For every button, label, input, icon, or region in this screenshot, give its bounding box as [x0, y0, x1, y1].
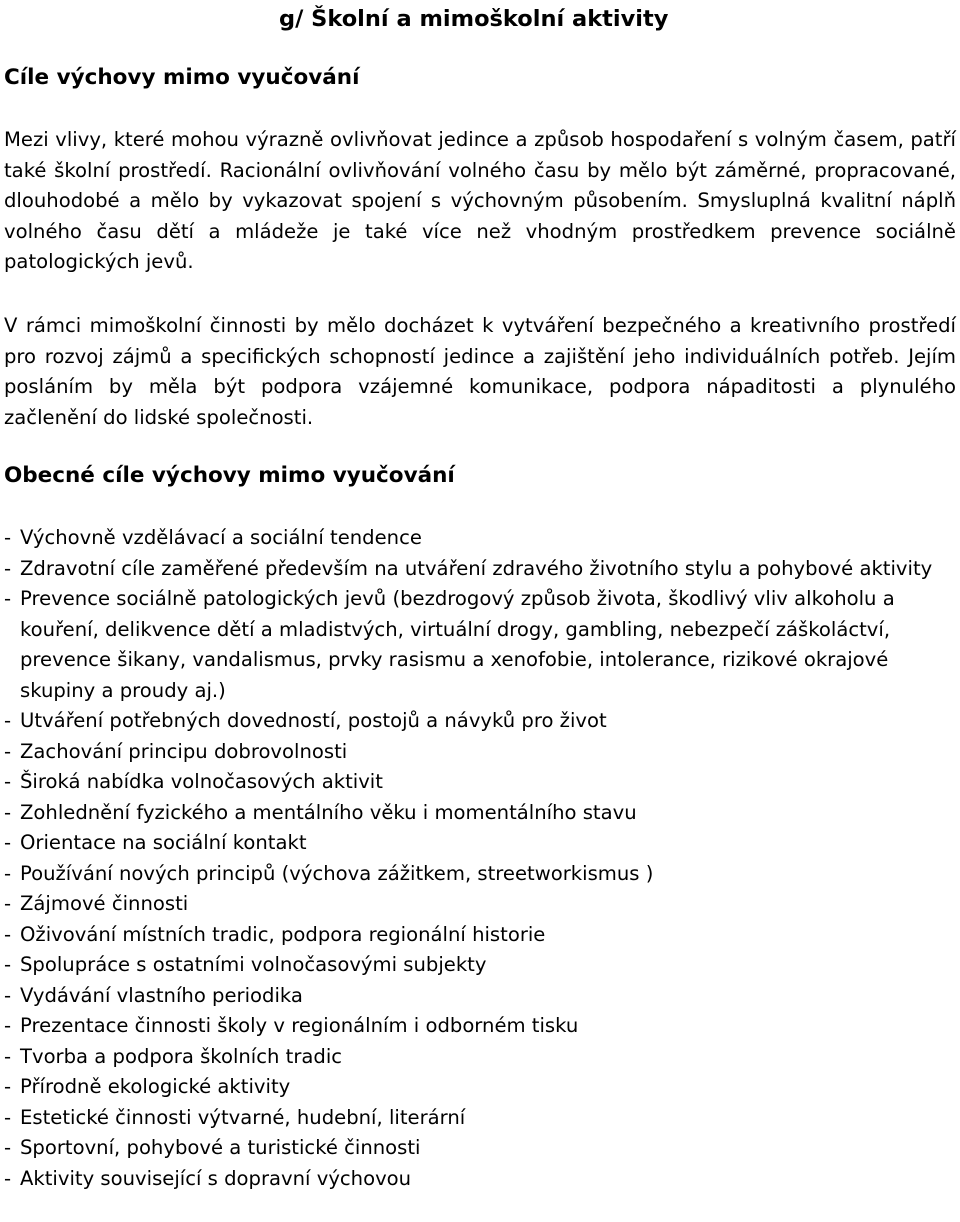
list-dash: -: [4, 1014, 12, 1037]
list-dash: -: [4, 831, 12, 854]
list-dash: -: [4, 1075, 12, 1098]
goal-list-item: [4, 1011, 956, 1042]
goal-list-item: [4, 828, 956, 859]
goal-list-item: [4, 859, 956, 890]
goal-text: Vydávání vlastního periodika: [20, 983, 303, 1007]
goal-text: Tvorba a podpora školních tradic: [20, 1044, 343, 1068]
list-dash: -: [4, 587, 12, 610]
list-dash: -: [4, 1166, 12, 1190]
goal-text: Zdravotní cíle zaměřené především na utváření zdravého životního stylu a pohybové aktivity: [20, 556, 933, 580]
goal-text: Prevence sociálně patologických jevů (bezdrogový způsob života, škodlivý vliv alkoholu a kouření, delikvence dětí a mladistvých, virtuální drogy, gambling, nebezpečí záškoláctví, prevence šikany, vandalismus, prvky rasismu a xenofobie, intolerance, rizikové okrajové skupiny a proudy aj.): [20, 587, 895, 702]
goal-list-item: [4, 920, 956, 951]
goal-text: Široká nabídka volnočasových aktivit: [20, 770, 383, 793]
goal-text: Orientace na sociální kontakt: [20, 831, 307, 854]
list-dash: -: [4, 892, 12, 915]
goal-text: Oživování místních tradic, podpora regionální historie: [20, 922, 546, 946]
goal-text: Přírodně ekologické aktivity: [20, 1075, 291, 1098]
goal-list-item: [4, 767, 956, 798]
goal-list-item: [4, 584, 956, 706]
goal-text: Zachování principu dobrovolnosti: [20, 739, 348, 763]
goal-list-item: [4, 1133, 956, 1164]
general-goals-list: [4, 523, 956, 1194]
goal-list-item: [4, 737, 956, 768]
list-dash: -: [4, 953, 12, 976]
goal-text: Zohlednění fyzického a mentálního věku i momentálního stavu: [20, 800, 637, 824]
goal-list-item: [4, 889, 956, 920]
list-dash: -: [4, 1136, 12, 1159]
list-dash: -: [4, 526, 12, 549]
goal-list-item: [4, 554, 956, 585]
list-dash: -: [4, 709, 12, 732]
goal-text: Estetické činnosti výtvarné, hudební, literární: [20, 1105, 466, 1129]
list-dash: -: [4, 861, 12, 885]
goal-text: Utváření potřebných dovedností, postojů a návyků pro život: [20, 709, 607, 732]
goal-text: Výchovně vzdělávací a sociální tendence: [20, 526, 422, 549]
goal-text: Sportovní, pohybové a turistické činnosti: [20, 1136, 421, 1159]
list-dash: -: [4, 1105, 12, 1129]
goal-text: Spolupráce s ostatními volnočasovými subjekty: [20, 953, 487, 976]
section-heading-general-goals: Obecné cíle výchovy mimo vyučování: [4, 463, 455, 488]
goal-text: Zájmové činnosti: [20, 892, 189, 915]
list-dash: -: [4, 739, 12, 763]
goal-text: Aktivity související s dopravní výchovou: [20, 1166, 412, 1190]
section-heading-goals-outside-lessons: Cíle výchovy mimo vyučování: [4, 65, 360, 90]
extracurricular-paragraph: V rámci mimoškolní činnosti by mělo docházet k vytváření bezpečného a kreativního prostředí pro rozvoj zájmů a specifických schopností jedince a zajištění jeho individuálních potřeb. Jejím posláním by měla být podpora vzájemné komunikace, podpora nápaditosti a plynulého začlenění do lidské společnosti.: [4, 314, 956, 429]
goal-list-item: [4, 1103, 956, 1134]
goal-list-item: [4, 798, 956, 829]
goal-text: Prezentace činnosti školy v regionálním i odborném tisku: [20, 1014, 579, 1037]
goal-text: Používání nových principů (výchova zážitkem, streetworkismus ): [20, 861, 654, 885]
goal-list-item: [4, 1072, 956, 1103]
goal-list-item: [4, 981, 956, 1012]
goal-list-item: [4, 706, 956, 737]
list-dash: -: [4, 800, 12, 824]
list-dash: -: [4, 770, 12, 793]
list-dash: -: [4, 556, 12, 580]
goal-list-item: [4, 1164, 956, 1195]
list-dash: -: [4, 922, 12, 946]
goal-list-item: [4, 950, 956, 981]
goal-list-item: [4, 1042, 956, 1073]
list-dash: -: [4, 1044, 12, 1068]
intro-paragraph: Mezi vlivy, které mohou výrazně ovlivňovat jedince a způsob hospodaření s volným časem, patří také školní prostředí. Racionální ovlivňování volného času by mělo být záměrné, propracované, dlouhodobé a mělo by vykazovat spojení s výchovným působením. Smysluplná kvalitní náplň volného času dětí a mládeže je také více než vhodným prostředkem prevence sociálně patologických jevů.: [4, 128, 956, 273]
goal-list-item: [4, 523, 956, 554]
list-dash: -: [4, 983, 12, 1007]
document-title: g/ Školní a mimoškolní aktivity: [279, 6, 669, 32]
